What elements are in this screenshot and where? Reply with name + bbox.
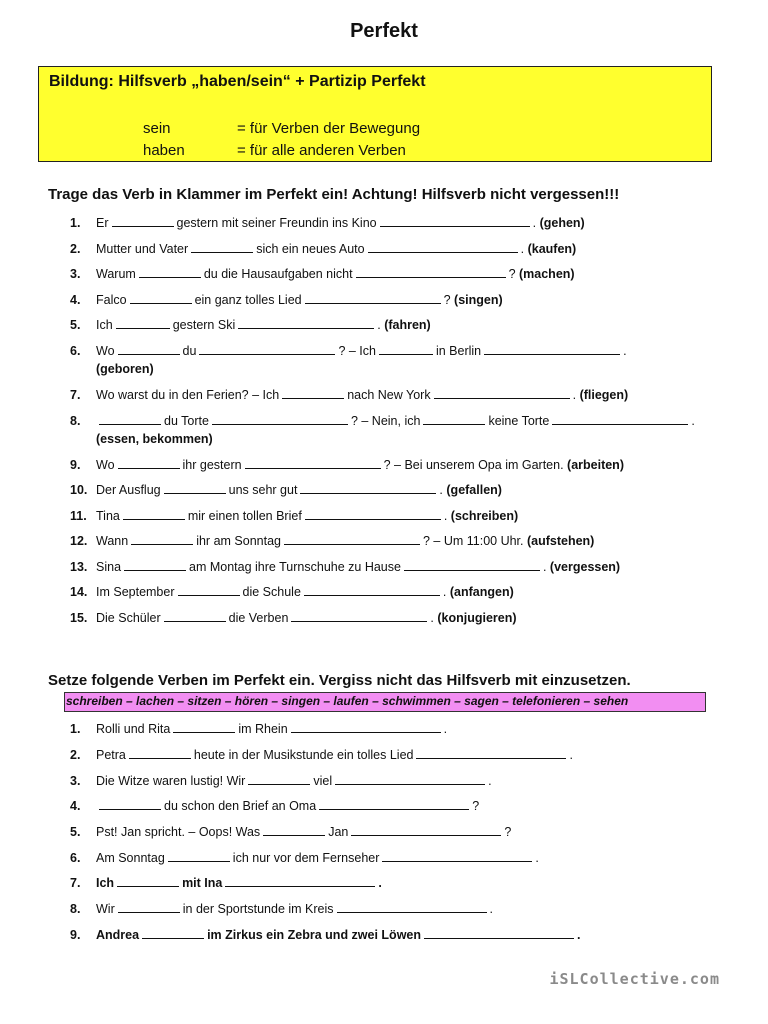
item-text: Die Schüler [96,611,161,625]
item-text: Petra [96,748,126,762]
verb-hint: (kaufen) [527,242,577,256]
answer-blank[interactable] [139,267,201,278]
verb-hint: (arbeiten) [567,458,624,472]
answer-blank[interactable] [291,611,427,622]
answer-blank[interactable] [118,458,180,469]
verb-hint: (konjugieren) [437,611,517,625]
verb-hint: (machen) [519,267,575,281]
answer-blank[interactable] [484,344,620,355]
answer-blank[interactable] [368,242,518,253]
answer-blank[interactable] [130,293,192,304]
answer-blank[interactable] [404,560,540,571]
answer-blank[interactable] [142,928,204,939]
answer-blank[interactable] [291,722,441,733]
item-text: . [443,722,448,736]
item-text: ich nur vor dem Fernseher [232,851,380,865]
item-text: . [569,748,573,762]
item-text: sich ein neues Auto [256,242,365,256]
answer-blank[interactable] [118,902,180,913]
answer-blank[interactable] [124,560,186,571]
exercise-item [70,240,728,258]
answer-blank[interactable] [305,293,441,304]
answer-blank[interactable] [117,876,179,887]
item-text: Sina [96,560,122,574]
answer-blank[interactable] [131,534,193,545]
item-number: 3. [70,774,81,788]
answer-blank[interactable] [118,344,180,355]
answer-blank[interactable] [434,388,570,399]
item-text: du schon den Brief an Oma [164,799,317,813]
exercise-item [70,583,728,601]
item-text: Wo warst du in den Ferien? – Ich [96,388,280,402]
item-number: 12. [70,534,88,548]
item-text: Wo [96,344,115,358]
answer-blank[interactable] [356,267,506,278]
verb-hint: (essen, bekommen) [96,432,213,446]
exercise-item [70,926,728,944]
exercise-item [70,609,728,627]
exercise-1-instruction: Trage das Verb in Klammer im Perfekt ein! Achtung! Hilfsverb nicht vergessen!!! [48,186,620,203]
item-text: Ich [96,318,113,332]
item-text: keine Torte [488,414,550,428]
answer-blank[interactable] [335,774,485,785]
answer-blank[interactable] [351,825,501,836]
item-number: 9. [70,458,81,472]
exercise-item [70,342,728,378]
item-number: 3. [70,267,81,281]
item-text: uns sehr gut [228,483,298,497]
item-text: Warum [96,267,136,281]
item-text: Jan [328,825,349,839]
item-text: Der Ausflug [96,483,161,497]
item-text: gestern Ski [172,318,236,332]
item-text: Wann [96,534,129,548]
answer-blank[interactable] [112,216,174,227]
exercise-item [70,456,728,474]
item-text: am Montag ihre Turnschuhe zu Hause [189,560,401,574]
answer-blank[interactable] [164,483,226,494]
answer-blank[interactable] [379,344,433,355]
exercise-item [70,532,728,550]
item-text: . [488,774,492,788]
rule-desc: = für Verben der Bewegung [237,120,421,137]
item-text: . [442,585,447,599]
exercise-item [70,797,728,815]
exercise-item [70,874,728,892]
answer-blank[interactable] [225,876,375,887]
answer-blank[interactable] [380,216,530,227]
item-text: . [443,509,448,523]
item-text: Im September [96,585,175,599]
exercise-2-instruction: Setze folgende Verben im Perfekt ein. Vergiss nicht das Hilfsverb mit einzusetzen. [48,672,631,689]
item-text: gestern mit seiner Freundin ins Kino [176,216,377,230]
item-text: Rolli und Rita [96,722,171,736]
rule-row-haben [143,142,406,159]
exercise-item [70,558,728,576]
rule-desc: = für alle anderen Verben [237,142,406,159]
item-text: . [520,242,525,256]
word-bank: schreiben – lachen – sitzen – hören – singen – laufen – schwimmen – sagen – telefonieren – sehen [64,692,706,712]
answer-blank[interactable] [282,388,344,399]
item-text: . [439,483,443,497]
item-text: du die Hausaufgaben nicht [203,267,353,281]
answer-blank[interactable] [337,902,487,913]
item-number: 6. [70,851,81,865]
answer-blank[interactable] [263,825,325,836]
answer-blank[interactable] [191,242,253,253]
item-text: . [572,388,577,402]
item-number: 5. [70,825,81,839]
answer-blank[interactable] [99,414,161,425]
exercise-item [70,386,728,404]
item-text: ? – Ich [338,344,376,358]
exercise-item [70,772,728,790]
exercise-item [70,291,728,309]
item-text: Ich [96,876,115,890]
exercise-item [70,849,728,867]
item-number: 14. [70,585,88,599]
verb-hint: (gehen) [539,216,585,230]
exercise-item [70,900,728,918]
item-number: 6. [70,344,81,358]
item-text: ? [443,293,451,307]
answer-blank[interactable] [178,585,240,596]
verb-hint: (fahren) [384,318,431,332]
answer-blank[interactable] [300,483,436,494]
exercise-item [70,412,728,448]
answer-blank[interactable] [238,318,374,329]
exercise-item [70,720,728,738]
item-text: . [577,928,581,942]
item-text: viel [313,774,333,788]
item-text: . [489,902,493,916]
item-number: 4. [70,799,81,813]
item-text: ? [504,825,512,839]
item-text: . [691,414,695,428]
answer-blank[interactable] [424,928,574,939]
page-title: Perfekt [350,20,418,42]
item-text: die Verben [228,611,289,625]
item-number: 4. [70,293,81,307]
grammar-rule-box [38,66,712,162]
item-text: . [535,851,539,865]
answer-blank[interactable] [245,458,381,469]
verb-hint: (singen) [454,293,503,307]
verb-hint: (anfangen) [449,585,514,599]
item-text: . [378,876,382,890]
item-number: 11. [70,509,87,523]
item-text: ein ganz tolles Lied [194,293,302,307]
item-text: du Torte [164,414,209,428]
answer-blank[interactable] [173,722,235,733]
item-text: . [623,344,627,358]
item-text: ? – Nein, ich [350,414,421,428]
exercise-item [70,823,728,841]
item-text: ? [472,799,480,813]
item-text: . [532,216,537,230]
item-text: mir einen tollen Brief [187,509,302,523]
answer-blank[interactable] [284,534,420,545]
item-number: 15. [70,611,88,625]
item-text: in Berlin [435,344,482,358]
item-text: Andrea [96,928,140,942]
item-number: 10. [70,483,88,497]
exercise-item [70,214,728,232]
item-text: ihr gestern [182,458,242,472]
item-text: . [377,318,381,332]
item-number: 2. [70,242,81,256]
item-number: 5. [70,318,81,332]
item-text: Die Witze waren lustig! Wir [96,774,246,788]
item-number: 9. [70,928,81,942]
item-text: Wo [96,458,115,472]
item-text: mit Ina [182,876,223,890]
watermark: iSLCollective.com [549,970,720,988]
item-number: 13. [70,560,88,574]
item-text: im Rhein [238,722,288,736]
exercise-item [70,265,728,283]
rule-heading: Bildung: Hilfsverb „haben/sein“ + Partizip Perfekt [49,73,426,90]
item-number: 7. [70,876,81,890]
item-text: Mutter und Vater [96,242,189,256]
item-text: ? – Um 11:00 Uhr. [422,534,524,548]
answer-blank[interactable] [248,774,310,785]
exercise-item [70,507,728,525]
answer-blank[interactable] [416,748,566,759]
item-text: ? – Bei unserem Opa im Garten. [383,458,564,472]
item-number: 1. [70,216,81,230]
answer-blank[interactable] [129,748,191,759]
answer-blank[interactable] [305,509,441,520]
verb-hint: (vergessen) [549,560,621,574]
item-text: im Zirkus ein Zebra und zwei Löwen [207,928,422,942]
item-number: 1. [70,722,81,736]
exercise-item [70,481,728,499]
item-text: du [182,344,197,358]
item-number: 2. [70,748,81,762]
item-text: Wir [96,902,115,916]
verb-hint: (aufstehen) [526,534,595,548]
exercise-item [70,316,728,334]
item-number: 7. [70,388,81,402]
rule-term: sein [143,120,171,137]
verb-hint: (gefallen) [446,483,502,497]
item-text: heute in der Musikstunde ein tolles Lied [193,748,414,762]
answer-blank[interactable] [164,611,226,622]
answer-blank[interactable] [212,414,348,425]
item-text: Tina [96,509,120,523]
rule-row-sein [143,120,420,137]
item-text: ihr am Sonntag [196,534,281,548]
answer-blank[interactable] [99,799,161,810]
rule-term: haben [143,142,185,159]
answer-blank[interactable] [168,851,230,862]
answer-blank[interactable] [123,509,185,520]
item-text: . [542,560,547,574]
exercise-item [70,746,728,764]
item-text: Er [96,216,109,230]
verb-hint: (schreiben) [450,509,519,523]
item-text: Am Sonntag [96,851,165,865]
verb-hint: (fliegen) [579,388,629,402]
item-text: nach New York [347,388,431,402]
item-text: Pst! Jan spricht. – Oops! Was [96,825,261,839]
item-text: Falco [96,293,127,307]
answer-blank[interactable] [199,344,335,355]
item-text: . [430,611,434,625]
item-number: 8. [70,414,81,428]
item-text: die Schule [242,585,301,599]
item-text: ? [508,267,516,281]
item-text: in der Sportstunde im Kreis [182,902,334,916]
answer-blank[interactable] [304,585,440,596]
verb-hint: (geboren) [96,362,154,376]
answer-blank[interactable] [319,799,469,810]
answer-blank[interactable] [382,851,532,862]
answer-blank[interactable] [423,414,485,425]
item-number: 8. [70,902,81,916]
answer-blank[interactable] [552,414,688,425]
answer-blank[interactable] [116,318,170,329]
